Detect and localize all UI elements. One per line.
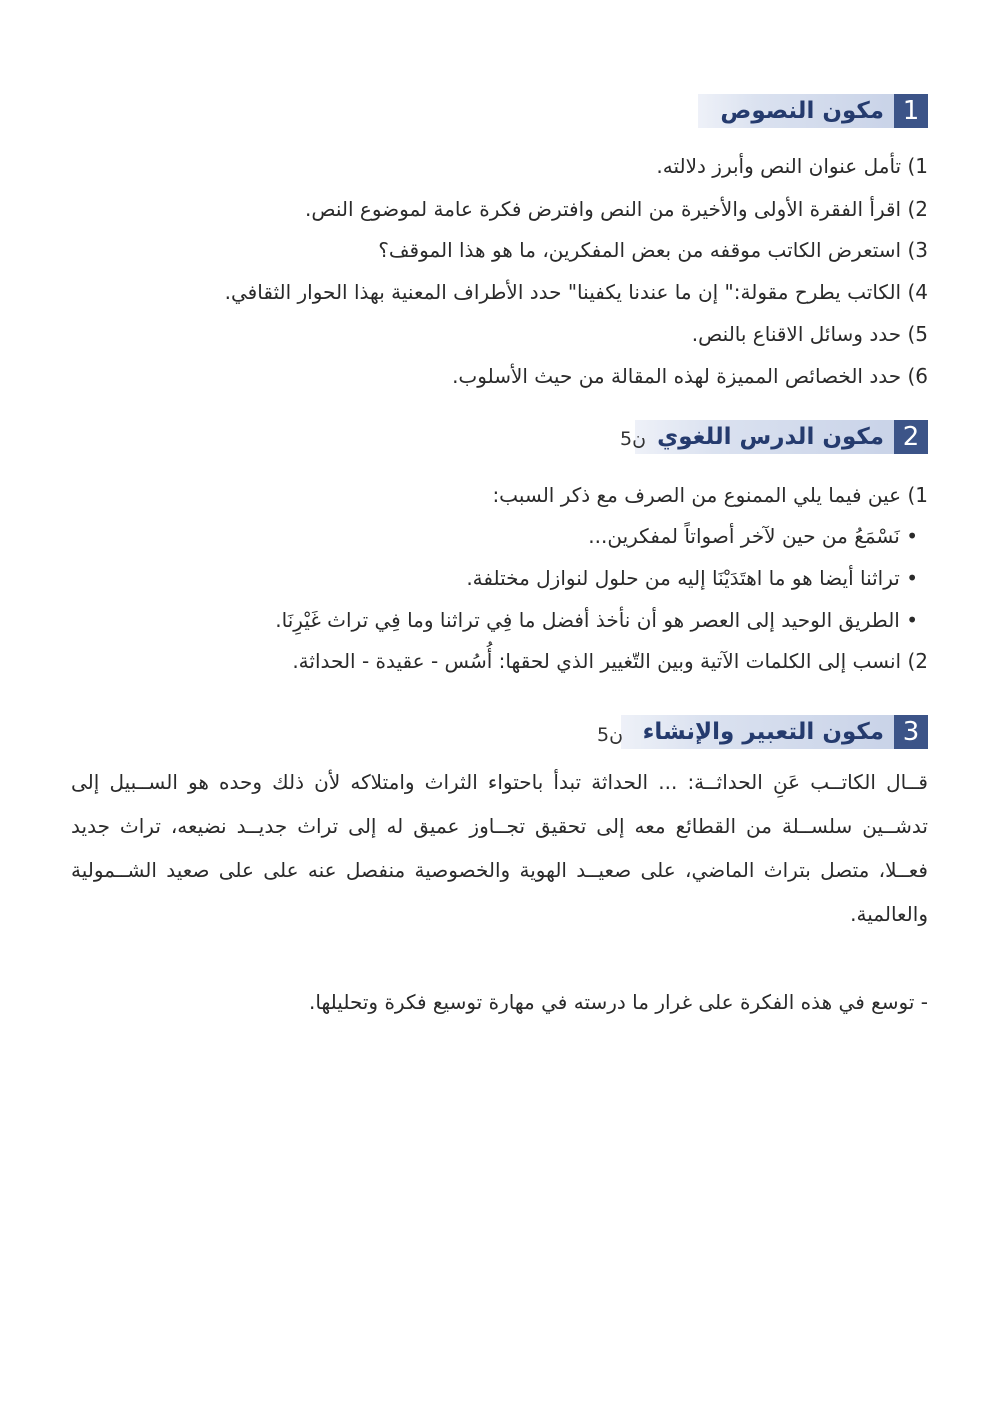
section-1-number: 1 xyxy=(894,94,928,128)
section-1-title: مكون النصوص xyxy=(698,94,894,128)
section-3-number: 3 xyxy=(894,715,928,749)
section-1-header xyxy=(698,94,928,128)
question-2-1: 1) عين فيما يلي الممنوع من الصرف مع ذكر السبب: xyxy=(492,483,928,507)
section-2-number: 2 xyxy=(894,420,928,454)
question-2-1-bullet-2: • تراثنا أيضا هو ما اهتَدَيْنَا إليه من حلول لنوازل مختلفة. xyxy=(466,566,918,590)
question-1-2: 2) اقرأ الفقرة الأولى والأخيرة من النص وافترض فكرة عامة لموضوع النص. xyxy=(304,197,928,221)
section-2-header xyxy=(635,420,928,454)
question-1-6: 6) حدد الخصائص المميزة لهذه المقالة من حيث الأسلوب. xyxy=(452,364,928,388)
expression-instruction: - توسع في هذه الفكرة على غرار ما درسته في مهارة توسيع فكرة وتحليلها. xyxy=(309,990,928,1014)
question-1-1: 1) تأمل عنوان النص وأبرز دلالته. xyxy=(656,154,928,178)
question-2-1-bullet-3: • الطريق الوحيد إلى العصر هو أن نأخذ أفضل ما فِي تراثنا وما فِي تراث غَيْرِنَا. xyxy=(275,608,918,632)
question-1-5: 5) حدد وسائل الاقناع بالنص. xyxy=(691,322,928,346)
expression-prompt-paragraph: قــال الكاتــب عَنِ الحداثــة: ... الحداثة تبدأ باحتواء الثراث وامتلاكه لأن ذلك وحده هو الســبيل إلى تدشــين سلســلة من القطائع معه إلى تحقيق تجــاوز عميق له إلى تراث جديــد نضيعه، تراث جديد فعــلا، متصل بتراث الماضي، على صعيــد الهوية والخصوصية منفصل عنه على على صعيد الشــمولية والعالمية. xyxy=(71,770,928,926)
question-2-1-bullet-1: • نَسْمَعُ من حين لآخر أصواتاً لمفكرين... xyxy=(588,524,918,548)
section-2-score: 5ن xyxy=(620,428,647,450)
section-3-header xyxy=(621,715,928,749)
section-3-title: مكون التعبير والإنشاء xyxy=(621,715,894,749)
question-2-2: 2) انسب إلى الكلمات الآتية وبين التّغيير الذي لحقها: أُسُس - عقيدة - الحداثة. xyxy=(292,649,928,673)
section-3-score: 5ن xyxy=(597,724,624,746)
section-2-title: مكون الدرس اللغوي xyxy=(635,420,894,454)
question-1-3: 3) استعرض الكاتب موقفه من بعض المفكرين، ما هو هذا الموقف؟ xyxy=(378,238,928,262)
question-1-4: 4) الكاتب يطرح مقولة:" إن ما عندنا يكفينا" حدد الأطراف المعنية بهذا الحوار الثقافي. xyxy=(224,280,928,304)
